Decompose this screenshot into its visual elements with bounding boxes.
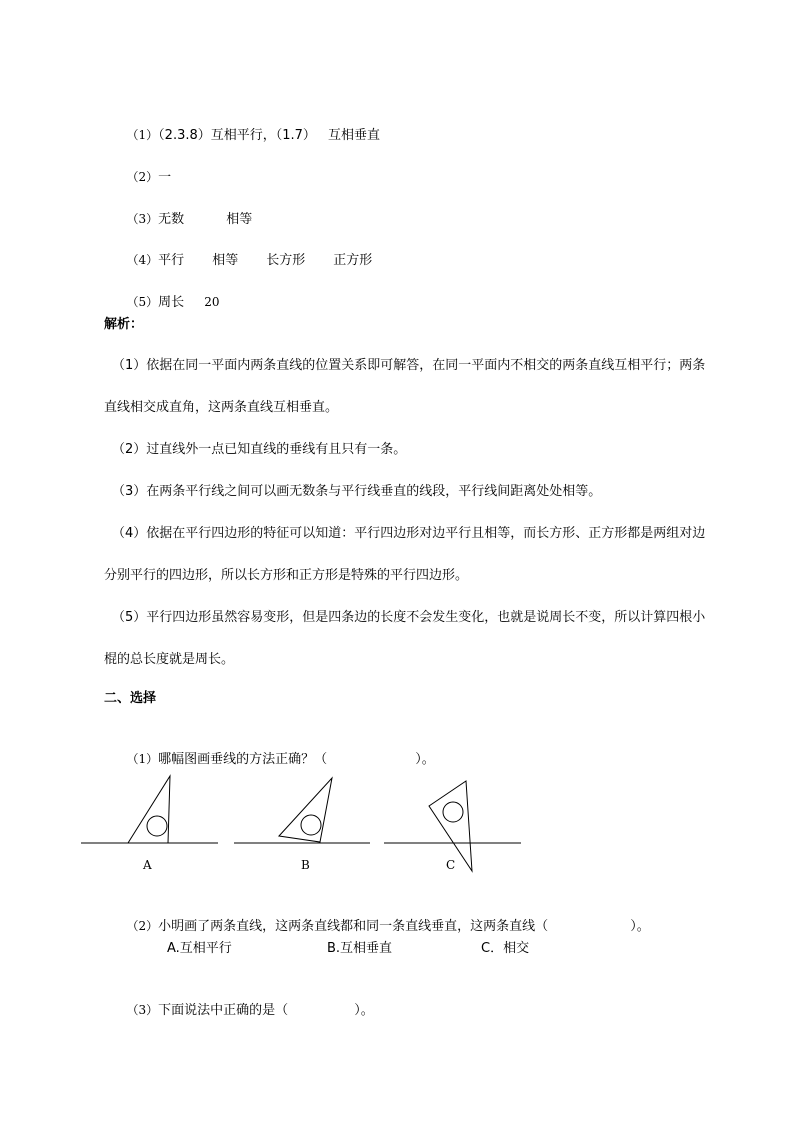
figure-c-circle	[443, 802, 463, 822]
answer-text: 无数	[158, 212, 185, 227]
question-text: 小明画了两条直线，这两条直线都和同一条直线垂直，这两条直线（	[158, 919, 549, 934]
question-text: 哪幅图画垂线的方法正确？（	[158, 752, 328, 767]
answer-text: 互相垂直	[327, 128, 380, 143]
question-close: ）。	[630, 919, 650, 934]
answer-text: 相等	[212, 253, 239, 268]
figure-label-a: A	[143, 858, 152, 872]
analysis-paragraph-3: （3）在两条平行线之间可以画无数条与平行线垂直的线段，平行线间距离处处相等。	[112, 484, 602, 499]
answer-num: （1）	[126, 128, 159, 142]
answer-text: （2.3.8）互相平行，（1.7）	[158, 128, 316, 143]
question-num: （3）	[126, 1003, 159, 1017]
answer-text: 长方形	[266, 253, 306, 268]
answer-text: 周长	[158, 295, 185, 310]
option-b: B.互相垂直	[327, 941, 393, 956]
question-num: （1）	[126, 752, 159, 766]
answer-text: 20	[204, 295, 220, 309]
figure-label-c: C	[446, 858, 456, 872]
question-num: （2）	[126, 919, 159, 933]
answer-text: 正方形	[333, 253, 373, 268]
figure-b-triangle	[279, 778, 332, 842]
analysis-paragraph-2: （2）过直线外一点已知直线的垂线有且只有一条。	[112, 442, 407, 457]
answer-text: 相等	[226, 212, 253, 227]
answer-text: 平行	[158, 253, 185, 268]
analysis-paragraph-5: （5）平行四边形虽然容易变形，但是四条边的长度不会发生变化，也就是说周长不变，所以计算四根小棍的总长度就是周长。	[104, 610, 706, 667]
question-close: ）。	[415, 752, 435, 767]
figure-a-circle	[147, 816, 167, 836]
analysis-paragraph-1: （1）依据在同一平面内两条直线的位置关系即可解答，在同一平面内不相交的两条直线互相平行；两条直线相交成直角，这两条直线互相垂直。	[104, 358, 706, 415]
option-a: A.互相平行	[167, 941, 232, 956]
analysis-heading: 解析：	[104, 317, 144, 332]
answer-num: （4）	[126, 253, 159, 267]
figure-b-circle	[301, 815, 321, 835]
question-text: 下面说法中正确的是（	[158, 1003, 289, 1018]
section-heading: 二、选择	[104, 691, 157, 706]
answer-num: （2）	[126, 170, 159, 184]
question-close: ）。	[354, 1003, 374, 1018]
analysis-paragraph-4: （4）依据在平行四边形的特征可以知道：平行四边形对边平行且相等，而长方形、正方形都是两组对边分别平行的四边形，所以长方形和正方形是特殊的平行四边形。	[104, 526, 706, 583]
question-3	[110, 983, 374, 1038]
answer-num: （3）	[126, 212, 159, 226]
option-c: C．相交	[481, 941, 530, 956]
answer-num: （5）	[126, 295, 159, 309]
figure-label-b: B	[301, 858, 310, 872]
answer-text: 一	[158, 170, 172, 185]
